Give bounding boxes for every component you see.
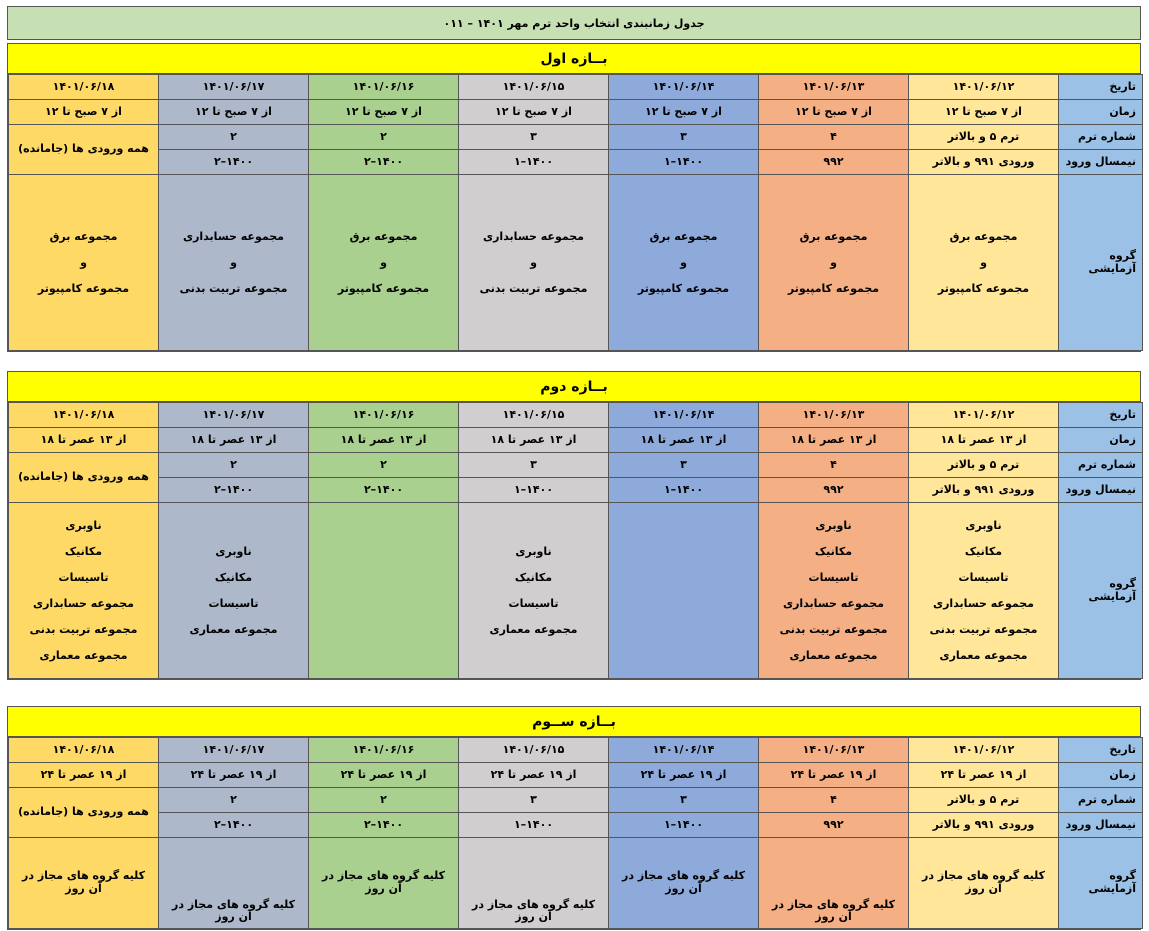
- all-entries-cell: همه ورودی ها (جامانده): [9, 453, 159, 503]
- entry-cell: ورودی ۹۹۱ و بالاتر: [909, 150, 1059, 175]
- time-cell: از ۱۹ عصر تا ۲۴: [159, 763, 309, 788]
- group-cell: [909, 838, 1059, 929]
- time-cell: از ۱۳ عصر تا ۱۸: [609, 428, 759, 453]
- date-cell: ۱۴۰۱/۰۶/۱۸: [9, 738, 159, 763]
- date-cell: ۱۴۰۱/۰۶/۱۷: [159, 75, 309, 100]
- time-cell: از ۱۹ عصر تا ۲۴: [909, 763, 1059, 788]
- term-cell: ۳: [609, 125, 759, 150]
- group-text: کلیه گروه های مجاز در آن روز: [922, 869, 1045, 895]
- row-label-time: زمان: [1059, 428, 1143, 453]
- entry-cell: ۱۴۰۰–۲: [309, 478, 459, 503]
- row-label-time: زمان: [1059, 100, 1143, 125]
- entry-cell: ۱۴۰۰–۱: [459, 478, 609, 503]
- row-label-group: گروه آزمایشی: [1059, 175, 1143, 351]
- row-label-entry: نیمسال ورود: [1059, 150, 1143, 175]
- schedule-table: [8, 402, 1143, 679]
- group-cell: ناوبری مکانیک تاسیسات مجموعه حسابداری مجموعه تربیت بدنی مجموعه معماری: [759, 503, 909, 679]
- all-entries-cell: همه ورودی ها (جامانده): [9, 125, 159, 175]
- time-cell: از ۷ صبح تا ۱۲: [159, 100, 309, 125]
- entry-cell: ۱۴۰۰–۱: [459, 813, 609, 838]
- entry-cell: ۱۴۰۰–۲: [159, 150, 309, 175]
- row-label-term: شماره ترم: [1059, 788, 1143, 813]
- period-block: [7, 706, 1141, 930]
- time-cell: از ۱۳ عصر تا ۱۸: [759, 428, 909, 453]
- entry-cell: ورودی ۹۹۱ و بالاتر: [909, 813, 1059, 838]
- time-cell: از ۱۹ عصر تا ۲۴: [309, 763, 459, 788]
- date-cell: ۱۴۰۱/۰۶/۱۶: [309, 75, 459, 100]
- entry-cell: ۱۴۰۰–۱: [609, 150, 759, 175]
- period-title: بــازه اول: [8, 44, 1140, 74]
- row-label-group: گروه آزمایشی: [1059, 503, 1143, 679]
- term-cell: ۲: [309, 453, 459, 478]
- schedule-table: [8, 737, 1143, 929]
- group-cell: ناوبری مکانیک تاسیسات مجموعه حسابداری مجموعه تربیت بدنی مجموعه معماری: [9, 503, 159, 679]
- group-cell: [759, 838, 909, 929]
- row-label-term: شماره ترم: [1059, 453, 1143, 478]
- row-label-term: شماره ترم: [1059, 125, 1143, 150]
- group-text: کلیه گروه های مجاز در آن روز: [622, 869, 745, 895]
- term-cell: ۴: [759, 788, 909, 813]
- group-cell: [159, 838, 309, 929]
- group-text: کلیه گروه های مجاز در آن روز: [322, 869, 445, 895]
- date-cell: ۱۴۰۱/۰۶/۱۲: [909, 738, 1059, 763]
- time-cell: از ۷ صبح تا ۱۲: [609, 100, 759, 125]
- time-cell: از ۱۳ عصر تا ۱۸: [459, 428, 609, 453]
- schedule-title: جدول زمانبندی انتخاب واحد ترم مهر ۱۴۰۱ – ۰۱۱: [7, 6, 1141, 40]
- entry-cell: ۱۴۰۰–۱: [609, 478, 759, 503]
- date-cell: ۱۴۰۱/۰۶/۱۷: [159, 403, 309, 428]
- row-label-entry: نیمسال ورود: [1059, 478, 1143, 503]
- entry-cell: ۱۴۰۰–۲: [159, 813, 309, 838]
- group-cell: [309, 838, 459, 929]
- group-cell: ناوبری مکانیک تاسیسات مجموعه معماری: [459, 503, 609, 679]
- date-cell: ۱۴۰۱/۰۶/۱۳: [759, 738, 909, 763]
- time-cell: از ۷ صبح تا ۱۲: [9, 100, 159, 125]
- row-label-date: تاریخ: [1059, 75, 1143, 100]
- group-cell: مجموعه حسابداری و مجموعه تربیت بدنی: [459, 175, 609, 351]
- time-cell: از ۱۹ عصر تا ۲۴: [459, 763, 609, 788]
- entry-cell: ۱۴۰۰–۲: [159, 478, 309, 503]
- group-cell: مجموعه برق و مجموعه کامپیوتر: [759, 175, 909, 351]
- group-cell: ناوبری مکانیک تاسیسات مجموعه حسابداری مجموعه تربیت بدنی مجموعه معماری: [909, 503, 1059, 679]
- date-cell: ۱۴۰۱/۰۶/۱۳: [759, 403, 909, 428]
- time-cell: از ۱۹ عصر تا ۲۴: [759, 763, 909, 788]
- time-cell: از ۷ صبح تا ۱۲: [909, 100, 1059, 125]
- term-cell: ۲: [159, 788, 309, 813]
- group-text: کلیه گروه های مجاز در آن روز: [22, 869, 145, 895]
- term-cell: ۴: [759, 453, 909, 478]
- group-cell: مجموعه برق و مجموعه کامپیوتر: [909, 175, 1059, 351]
- term-cell: ۲: [309, 788, 459, 813]
- date-cell: ۱۴۰۱/۰۶/۱۸: [9, 75, 159, 100]
- date-cell: ۱۴۰۱/۰۶/۱۴: [609, 738, 759, 763]
- term-cell: ۳: [459, 125, 609, 150]
- time-cell: از ۷ صبح تا ۱۲: [759, 100, 909, 125]
- time-cell: از ۱۳ عصر تا ۱۸: [9, 428, 159, 453]
- row-label-entry: نیمسال ورود: [1059, 813, 1143, 838]
- group-cell: [9, 838, 159, 929]
- group-cell: [609, 838, 759, 929]
- group-text: کلیه گروه های مجاز در آن روز: [772, 897, 895, 924]
- row-label-time: زمان: [1059, 763, 1143, 788]
- entry-cell: ۱۴۰۰–۱: [459, 150, 609, 175]
- date-cell: ۱۴۰۱/۰۶/۱۸: [9, 403, 159, 428]
- term-cell: ۳: [609, 453, 759, 478]
- date-cell: ۱۴۰۱/۰۶/۱۴: [609, 75, 759, 100]
- row-label-date: تاریخ: [1059, 403, 1143, 428]
- term-cell: ترم ۵ و بالاتر: [909, 788, 1059, 813]
- date-cell: ۱۴۰۱/۰۶/۱۴: [609, 403, 759, 428]
- term-cell: ۲: [309, 125, 459, 150]
- date-cell: ۱۴۰۱/۰۶/۱۲: [909, 75, 1059, 100]
- term-cell: ۴: [759, 125, 909, 150]
- term-cell: ترم ۵ و بالاتر: [909, 453, 1059, 478]
- group-cell: مجموعه حسابداری و مجموعه تربیت بدنی: [159, 175, 309, 351]
- period-title: بــازه ســوم: [8, 707, 1140, 737]
- group-cell: [609, 503, 759, 679]
- date-cell: ۱۴۰۱/۰۶/۱۵: [459, 403, 609, 428]
- group-cell: ناوبری مکانیک تاسیسات مجموعه معماری: [159, 503, 309, 679]
- time-cell: از ۱۹ عصر تا ۲۴: [9, 763, 159, 788]
- term-cell: ۲: [159, 453, 309, 478]
- time-cell: از ۱۳ عصر تا ۱۸: [309, 428, 459, 453]
- group-cell: مجموعه برق و مجموعه کامپیوتر: [9, 175, 159, 351]
- entry-cell: ۹۹۲: [759, 150, 909, 175]
- date-cell: ۱۴۰۱/۰۶/۱۳: [759, 75, 909, 100]
- date-cell: ۱۴۰۱/۰۶/۱۲: [909, 403, 1059, 428]
- term-cell: ۳: [609, 788, 759, 813]
- term-cell: ۳: [459, 788, 609, 813]
- group-cell: [459, 838, 609, 929]
- entry-cell: ۹۹۲: [759, 478, 909, 503]
- entry-cell: ۱۴۰۰–۲: [309, 813, 459, 838]
- entry-cell: ورودی ۹۹۱ و بالاتر: [909, 478, 1059, 503]
- date-cell: ۱۴۰۱/۰۶/۱۶: [309, 403, 459, 428]
- group-cell: مجموعه برق و مجموعه کامپیوتر: [609, 175, 759, 351]
- time-cell: از ۷ صبح تا ۱۲: [459, 100, 609, 125]
- period-title: بــازه دوم: [8, 372, 1140, 402]
- term-cell: ۳: [459, 453, 609, 478]
- entry-cell: ۱۴۰۰–۲: [309, 150, 459, 175]
- entry-cell: ۱۴۰۰–۱: [609, 813, 759, 838]
- schedule-table: [8, 74, 1143, 351]
- time-cell: از ۱۹ عصر تا ۲۴: [609, 763, 759, 788]
- term-cell: ترم ۵ و بالاتر: [909, 125, 1059, 150]
- time-cell: از ۷ صبح تا ۱۲: [309, 100, 459, 125]
- period-block: [7, 43, 1141, 352]
- group-text: کلیه گروه های مجاز در آن روز: [472, 897, 595, 924]
- period-block: [7, 371, 1141, 680]
- entry-cell: ۹۹۲: [759, 813, 909, 838]
- group-cell: مجموعه برق و مجموعه کامپیوتر: [309, 175, 459, 351]
- row-label-group: گروه آزمایشی: [1059, 838, 1143, 929]
- all-entries-cell: همه ورودی ها (جامانده): [9, 788, 159, 838]
- date-cell: ۱۴۰۱/۰۶/۱۵: [459, 738, 609, 763]
- date-cell: ۱۴۰۱/۰۶/۱۶: [309, 738, 459, 763]
- group-cell: [309, 503, 459, 679]
- time-cell: از ۱۳ عصر تا ۱۸: [909, 428, 1059, 453]
- date-cell: ۱۴۰۱/۰۶/۱۷: [159, 738, 309, 763]
- term-cell: ۲: [159, 125, 309, 150]
- date-cell: ۱۴۰۱/۰۶/۱۵: [459, 75, 609, 100]
- group-text: کلیه گروه های مجاز در آن روز: [172, 897, 295, 924]
- row-label-date: تاریخ: [1059, 738, 1143, 763]
- time-cell: از ۱۳ عصر تا ۱۸: [159, 428, 309, 453]
